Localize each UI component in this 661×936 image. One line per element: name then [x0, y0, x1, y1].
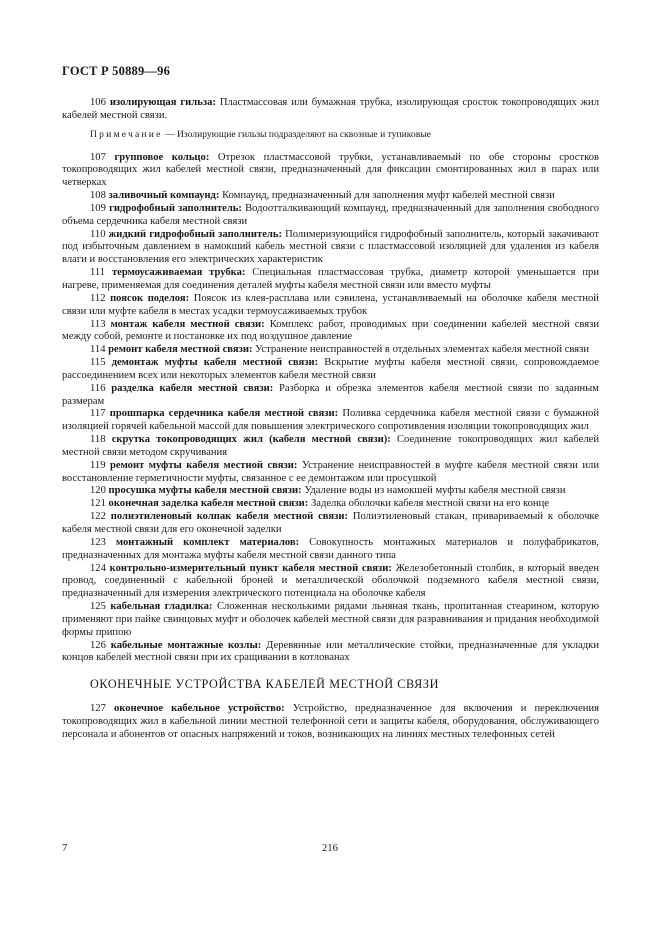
entries-group-c	[62, 703, 599, 742]
entry-definition: Деревянные или металлические стойки, предназначенные для укладки концов кабелей местной связи при их сращивании в котлованах	[62, 639, 599, 664]
entry-definition: Вскрытие муфты кабеля местной связи, сопровождаемое рассоединением всех или некоторых элементов кабеля местной связи	[62, 357, 600, 381]
entry-number: 119	[90, 459, 106, 471]
entry-number: 114	[90, 344, 106, 356]
entry-number: 118	[90, 434, 106, 446]
entry-term: контрольно-измерительный пункт кабеля местной связи:	[109, 562, 392, 574]
entry-number: 115	[90, 357, 106, 369]
term-entry	[62, 267, 599, 293]
entry-term: монтажный комплект материалов:	[115, 536, 300, 548]
entry-number: 111	[90, 267, 106, 279]
term-entry	[62, 383, 599, 409]
entry-number: 106	[90, 97, 106, 108]
term-entry	[62, 511, 599, 537]
entry-number: 116	[90, 382, 106, 394]
term-entry	[62, 537, 599, 563]
entry-term: групповое кольцо:	[114, 151, 210, 163]
term-entry	[62, 601, 599, 640]
entry-term: оконечная заделка кабеля местной связи:	[108, 498, 309, 510]
term-entry	[62, 408, 599, 434]
term-entry	[62, 97, 599, 123]
term-entry	[62, 152, 599, 191]
entry-number: 127	[90, 703, 106, 715]
entry-definition: Сложенная несколькими рядами льняная ткань, пропитанная стеарином, которую применяют при пайке свинцовых муфт и оболочек кабелей местной связи для разравнивания и придания необходимой формы припою	[62, 601, 599, 638]
term-entry	[62, 357, 599, 383]
entry-definition: Поливка сердечника кабеля местной связи с бумажной изоляцией горячей кабельной массой для повышения электрического сопротивления изоляции токопроводящих жил	[62, 408, 599, 433]
entry-number: 121	[90, 498, 106, 510]
entry-definition: Компаунд, предназначенный для заполнения муфт кабелей местной связи	[222, 190, 555, 202]
entry-definition: Отрезок пластмассовой трубки, устанавливаемый по обе стороны сростков токопроводящих жил кабелей местной связи, предназначенный для фиксации смонтированных жил в парах или четверках	[62, 151, 600, 189]
entry-definition: Устранение неисправностей в муфте кабеля местной связи или восстановление герметичности муфты, связанное с ее демонтажом или просушкой	[62, 459, 599, 484]
note-text: — Изолирующие гильзы подразделяют на сквозные и тупиковые	[164, 128, 431, 140]
entry-term: просушка муфты кабеля местной связи:	[108, 485, 302, 497]
term-entry	[62, 229, 599, 268]
entry-number: 109	[90, 202, 106, 214]
entry-term: кабельные монтажные козлы:	[110, 639, 262, 651]
page-number: 7	[62, 843, 68, 854]
entry-number: 112	[90, 292, 106, 304]
entry-term: поясок поделоя:	[110, 292, 190, 304]
entry-term: ремонт кабеля местной связи:	[108, 344, 253, 356]
entry-definition: Комплекс работ, проводимых при соединении кабелей местной связи между собой, ремонте и постановке их под воздушное давление	[62, 318, 600, 343]
note-label: Примечание	[90, 128, 163, 140]
entry-term: демонтаж муфты кабеля местной связи:	[111, 357, 319, 369]
entry-term: термоусаживаемая трубка:	[111, 267, 246, 279]
entry-number: 123	[90, 536, 106, 548]
entry-definition: Специальная пластмассовая трубка, диаметр которой уменьшается при нагреве, применяемая для соединения деталей муфты кабеля местной связи или вместо муфты	[62, 267, 600, 291]
entry-definition: Полимеризующийся гидрофобный заполнитель, который закачивают под избыточным давлением в намокший кабель местной связи с пластмассовой изоляцией для удаления из кабеля влаги и восстановления его электрических характеристик	[62, 228, 599, 266]
entry-definition: Устранение неисправностей в отдельных элементах кабеля местной связи	[255, 344, 590, 356]
entry-term: прошпарка сердечника кабеля местной связи:	[109, 408, 339, 420]
entry-term: полиэтиленовый колпак кабеля местной связи:	[110, 511, 348, 523]
term-entry	[62, 460, 599, 486]
term-entry	[62, 434, 599, 460]
term-entry	[62, 190, 599, 203]
entry-number: 117	[90, 408, 106, 420]
entry-term: жидкий гидрофобный заполнитель:	[108, 228, 282, 240]
note	[62, 129, 599, 142]
entry-number: 110	[90, 228, 106, 240]
entry-number: 107	[90, 151, 106, 163]
term-entry	[62, 703, 599, 742]
entry-term: скрутка токопроводящих жил (кабеля местной связи):	[111, 434, 391, 446]
entry-number: 122	[90, 511, 106, 523]
entry-number: 125	[90, 601, 106, 613]
entry-definition: Водоотталкивающий компаунд, предназначенный для заполнения свободного объема сердечника кабеля местной связи	[62, 202, 599, 227]
entry-number: 124	[90, 562, 106, 574]
entry-definition: Соединение токопроводящих жил кабелей местной связи методом скручивания	[62, 434, 599, 458]
entry-definition: Удаление воды из намокшей муфты кабеля местной связи	[304, 485, 566, 497]
entry-number: 126	[90, 639, 106, 651]
entry-term: кабельная гладилка:	[110, 601, 213, 613]
entry-definition: Пластмассовая или бумажная трубка, изолирующая сросток токопроводящих жил кабелей местной связи.	[62, 97, 600, 121]
term-entry	[62, 293, 599, 319]
term-entry	[62, 640, 599, 666]
entry-definition: Совокупность монтажных материалов и полуфабрикатов, предназначенных для монтажа муфты кабеля местной связи данного типа	[62, 536, 599, 561]
entry-number: 120	[90, 485, 106, 497]
entry-number: 108	[90, 190, 106, 202]
entry-definition: Устройство, предназначенное для включения и переключения токопроводящих жил в кабельной линии местной телефонной сети и защиты кабеля, оборудования, обслуживающего персонала и абонентов от опасных напряжений и токов, возникающих на линиях местных телефонных сетей	[62, 703, 600, 740]
entry-term: монтаж кабеля местной связи:	[110, 318, 265, 330]
entry-term: оконечное кабельное устройство:	[113, 703, 285, 715]
entry-definition: Заделка оболочки кабеля местной связи на его конце	[310, 498, 549, 510]
entry-definition: Поясок из клея-расплава или сэвилена, устанавливаемый на оболочке кабеля местной связи или муфте кабеля в местах усадки термоусаживаемых трубок	[62, 292, 599, 317]
entry-number: 113	[90, 318, 106, 330]
entry-term: разделка кабеля местной связи:	[111, 382, 274, 394]
entry-term: гидрофобный заполнитель:	[109, 202, 242, 214]
term-entry	[62, 319, 599, 345]
section-heading: ОКОНЕЧНЫЕ УСТРОЙСТВА КАБЕЛЕЙ МЕСТНОЙ СВЯЗИ	[90, 677, 439, 692]
term-entry	[62, 498, 599, 511]
entry-definition: Полиэтиленовый стакан, привариваемый к оболочке кабеля местной связи для его оконечной заделки	[62, 511, 599, 535]
entry-term: заливочный компаунд:	[108, 190, 220, 202]
term-entry	[62, 203, 599, 229]
entry-term: изолирующая гильза:	[109, 97, 216, 108]
page-content	[62, 97, 599, 742]
entry-definition: Разборка и обрезка элементов кабеля местной связи по заданным размерам	[62, 382, 599, 407]
entry-term: ремонт муфты кабеля местной связи:	[109, 459, 298, 471]
document-header: ГОСТ Р 50889—96	[62, 64, 171, 78]
entry-definition: Железобетонный столбик, в который введен провод, соединенный с кабельной броней и металлической оболочкой подземного кабеля местной связи, предназначенный для измерения электрического потенциала на оболочке кабеля	[62, 562, 599, 600]
entries-group-b	[62, 152, 599, 666]
term-entry	[62, 344, 599, 357]
entries-group-a	[62, 97, 599, 123]
term-entry	[62, 485, 599, 498]
sheet-number: 216	[322, 843, 338, 854]
term-entry	[62, 563, 599, 602]
